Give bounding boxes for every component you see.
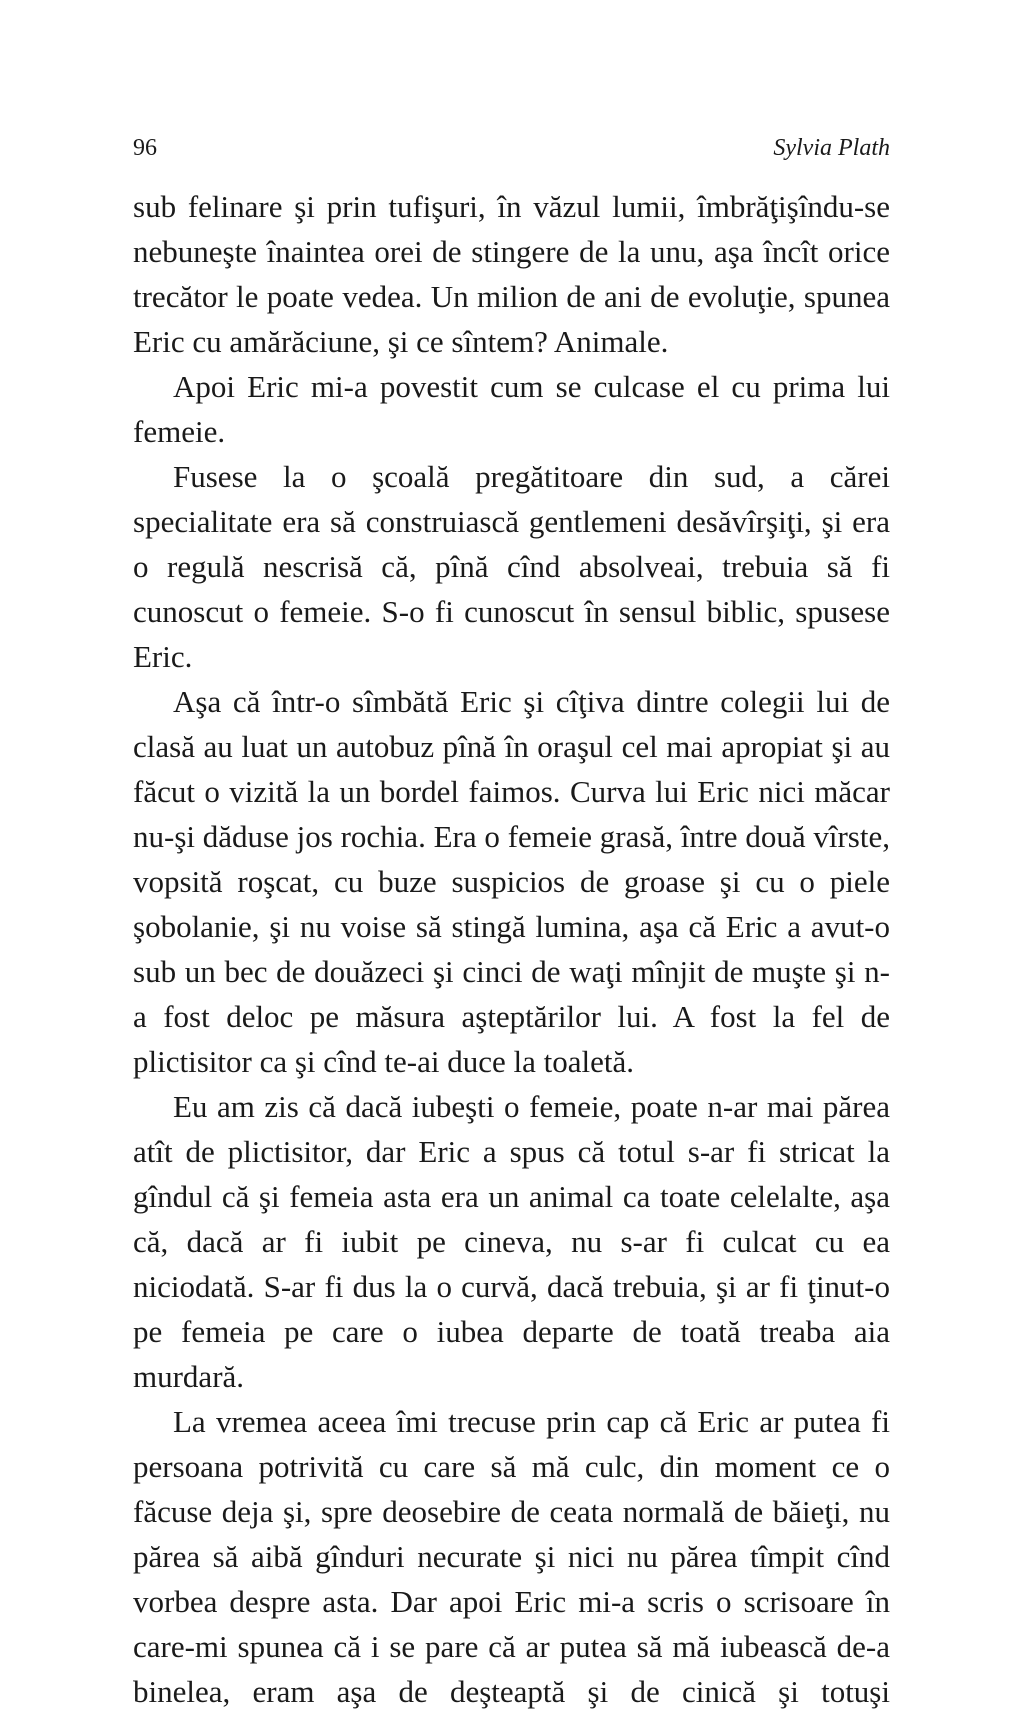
paragraph: Fusese la o şcoală pregătitoare din sud, a cărei specialitate era să construiască gentlemeni desăvîrşiţi, şi era o regulă nescrisă că, pînă cînd absolveai, trebuia să fi cunoscut o femeie. S-o fi cunoscut în sensul biblic, spusese Eric. <box>133 459 890 674</box>
paragraph-continued: sub felinare şi prin tufişuri, în văzul lumii, îmbrăţişîndu-se nebuneşte înaintea orei de stingere de la unu, aşa încît orice trecător le poate vedea. Un milion de ani de evoluţie, spunea Eric cu amărăciune, şi ce sîntem? Animale. <box>133 189 890 359</box>
running-header <box>133 128 890 168</box>
page-number: 96 <box>133 135 157 161</box>
book-page <box>133 128 890 1714</box>
paragraph: Aşa că într-o sîmbătă Eric şi cîţiva dintre colegii lui de clasă au luat un autobuz pînă în oraşul cel mai apropiat şi au făcut o vizită la un bordel faimos. Curva lui Eric nici măcar nu-şi dăduse jos rochia. Era o femeie grasă, între două vîrste, vopsită roşcat, cu buze suspicios de groase şi cu o piele şobolanie, şi nu voise să stingă lumina, aşa că Eric a avut-o sub un bec de douăzeci şi cinci de waţi mînjit de muşte şi n-a fost deloc pe măsura aşteptărilor lui. A fost la fel de plictisitor ca şi cînd te-ai duce la toaletă. <box>133 684 890 1079</box>
running-head-author: Sylvia Plath <box>773 135 890 161</box>
paragraph: Eu am zis că dacă iubeşti o femeie, poate n-ar mai părea atît de plictisitor, dar Eric a spus că totul s-ar fi stricat la gîndul că şi femeia asta era un animal ca toate celelalte, aşa că, dacă ar fi iubit pe cineva, nu s-ar fi culcat cu ea niciodată. S-ar fi dus la o curvă, dacă trebuia, şi ar fi ţinut-o pe femeia pe care o iubea departe de toată treaba aia murdară. <box>133 1089 890 1394</box>
paragraph-continues: La vremea aceea îmi trecuse prin cap că Eric ar putea fi persoana potrivită cu care să mă culc, din moment ce o făcuse deja şi, spre deosebire de ceata normală de băieţi, nu părea să aibă gînduri necurate şi nici nu părea tîmpit cînd vorbea despre asta. Dar apoi Eric mi-a scris o scrisoare în care-mi spunea că i se pare că ar putea să mă iubească de-a binelea, eram aşa de deşteaptă şi de cinică şi totuşi <box>133 1404 890 1709</box>
body-text <box>133 184 890 1714</box>
paragraph: Apoi Eric mi-a povestit cum se culcase el cu prima lui femeie. <box>133 369 890 449</box>
